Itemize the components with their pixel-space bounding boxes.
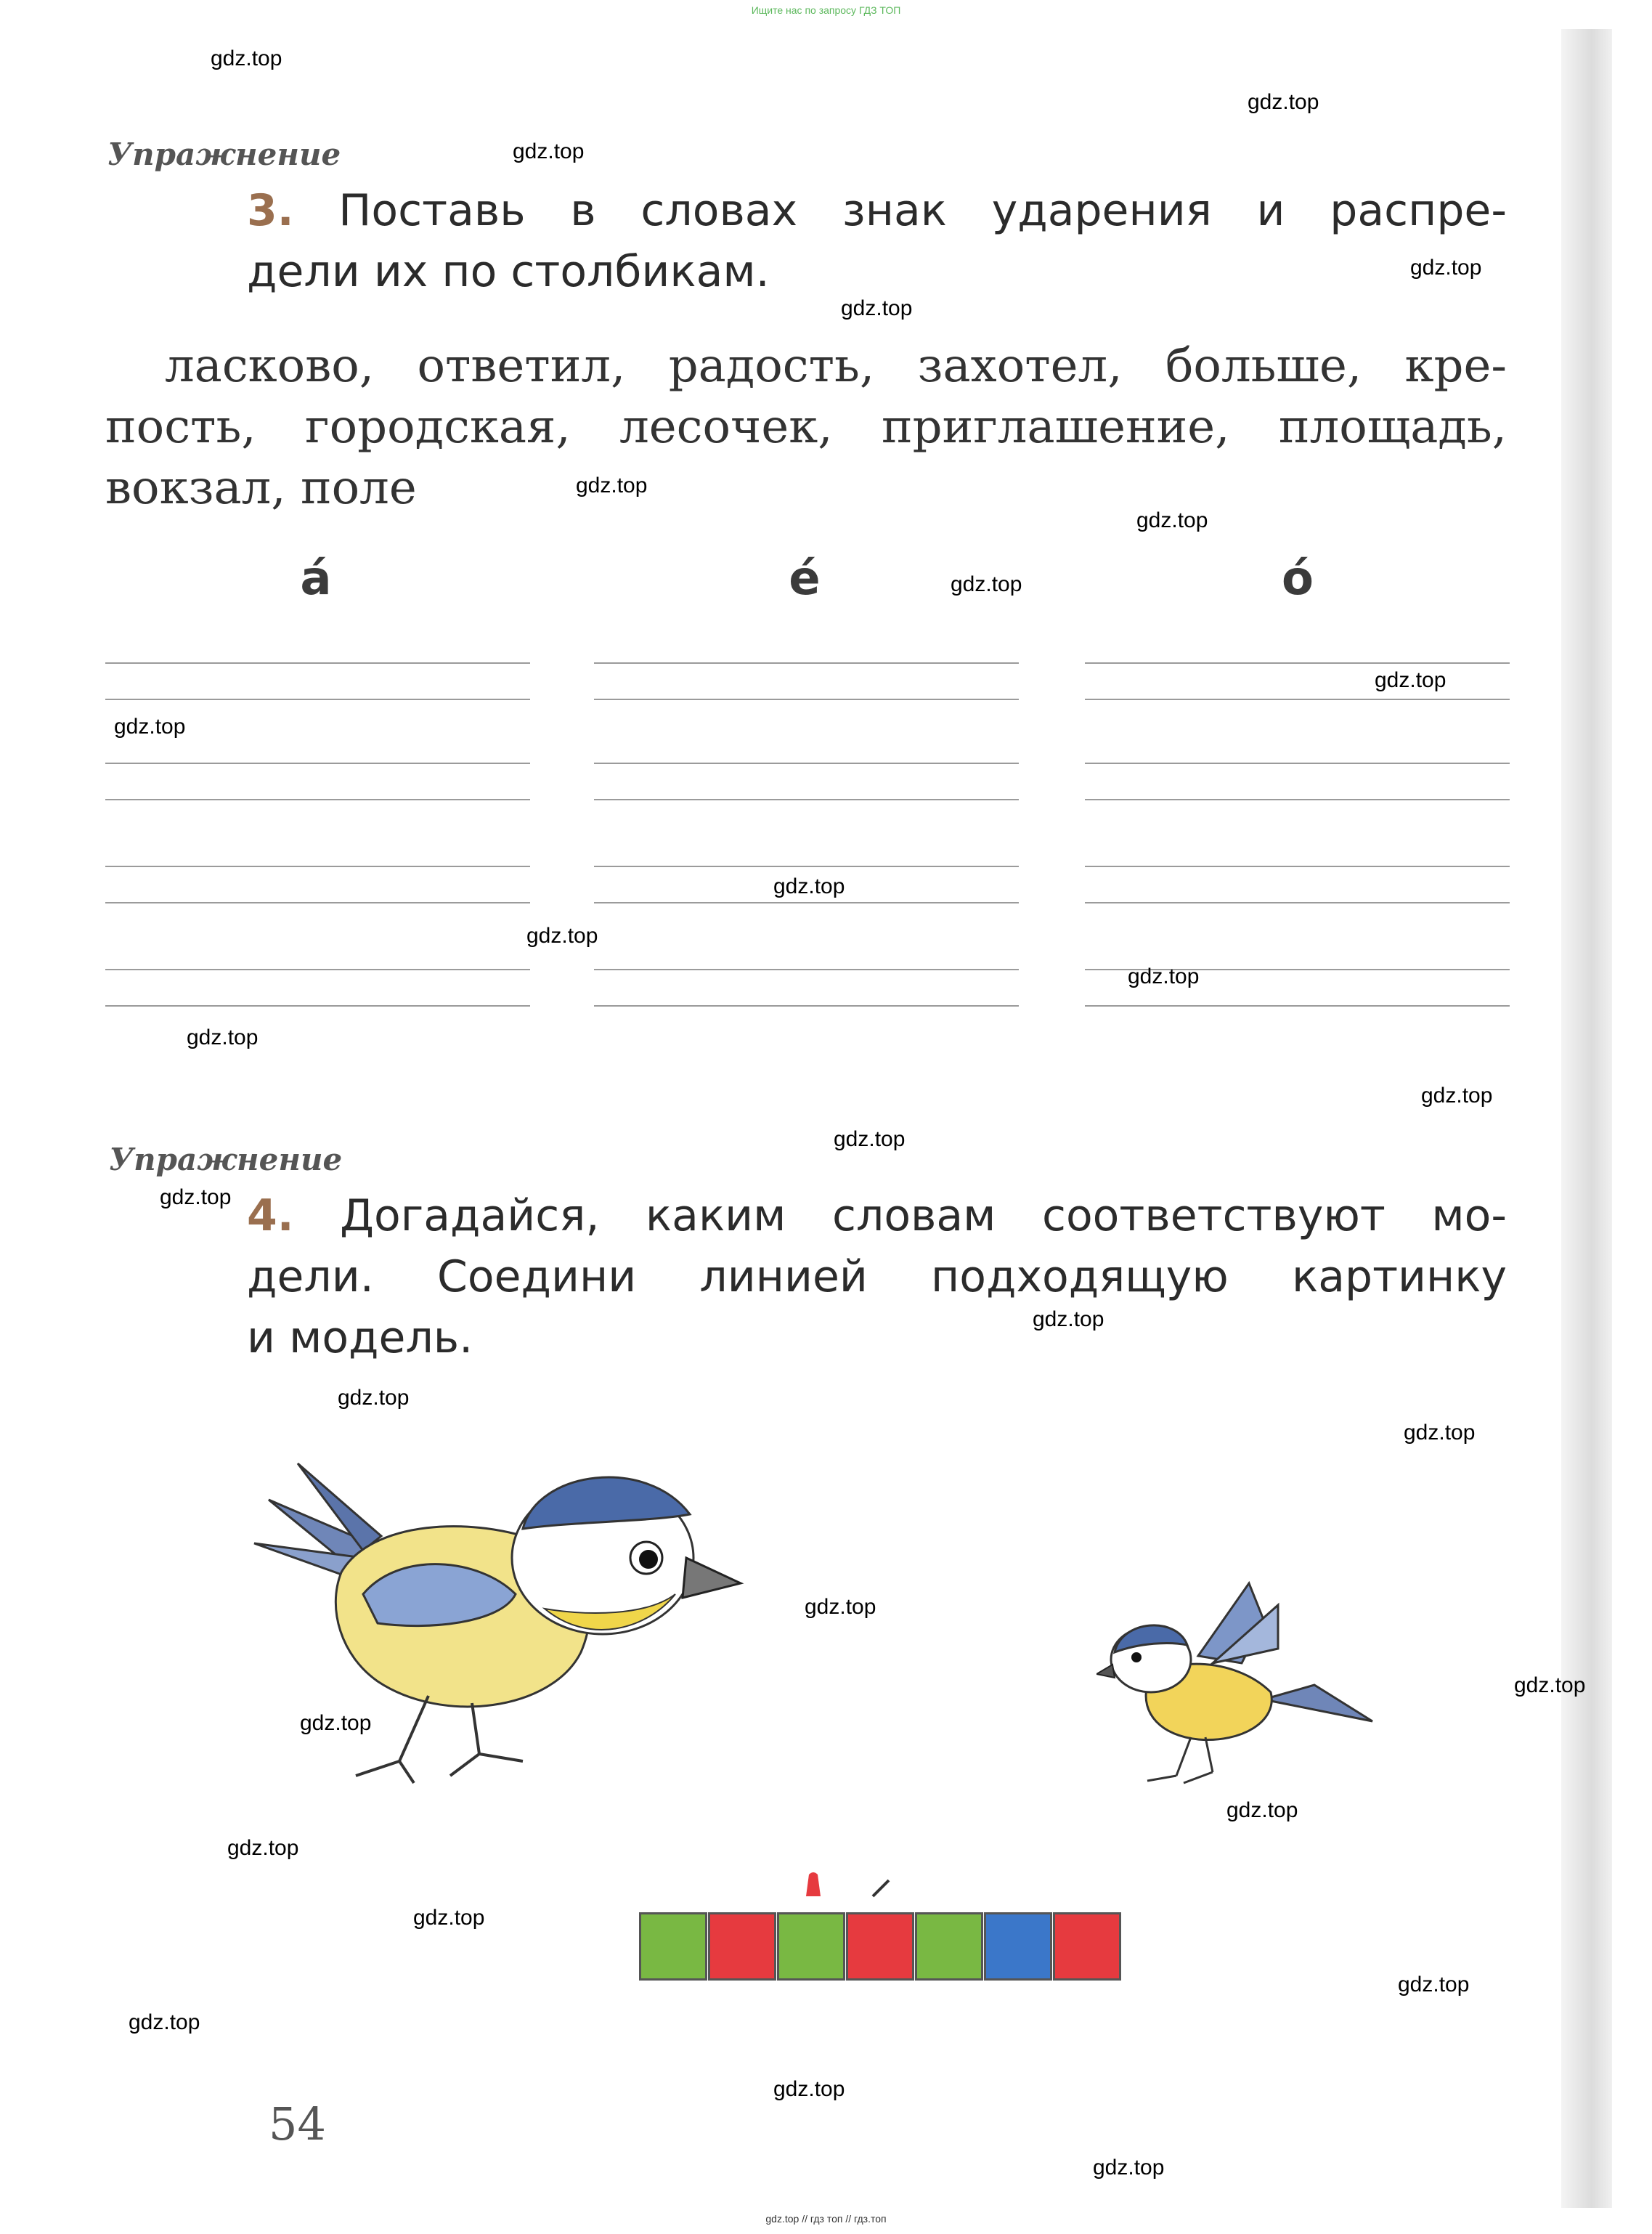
watermark: gdz.top: [114, 715, 186, 739]
answer-line[interactable]: [1085, 1005, 1510, 1007]
answer-line[interactable]: [1085, 662, 1510, 664]
column-o-header: ó: [1282, 552, 1314, 606]
answer-line[interactable]: [1085, 902, 1510, 903]
big-bird-picture[interactable]: [240, 1434, 762, 1812]
answer-line[interactable]: [594, 902, 1019, 903]
watermark: gdz.top: [1128, 964, 1200, 988]
watermark: gdz.top: [1136, 508, 1208, 532]
watermark: gdz.top: [1033, 1307, 1104, 1331]
exercise4-instruction-line2: дели. Соедини линией подходящую картинку: [247, 1251, 1507, 1302]
watermark: gdz.top: [227, 1836, 299, 1860]
exercise4-instruction: [247, 1185, 1507, 1246]
watermark: gdz.top: [841, 296, 913, 320]
exercise3-label: Упражнение: [107, 137, 341, 172]
watermark: gdz.top: [1398, 1973, 1470, 1997]
words-line2: пость, городская, лесочек, приглашение, площадь,: [105, 400, 1507, 454]
small-bird-picture[interactable]: [1096, 1576, 1380, 1794]
watermark: gdz.top: [1375, 668, 1446, 692]
watermark: gdz.top: [834, 1127, 906, 1151]
answer-line[interactable]: [594, 866, 1019, 867]
watermark: gdz.top: [1421, 1084, 1493, 1108]
watermark: gdz.top: [160, 1185, 232, 1209]
model-cell-green: [915, 1912, 983, 1981]
exercise4-number: 4.: [247, 1190, 294, 1241]
stress-mark-icon: [799, 1870, 828, 1899]
exercise3-instruction-line1: Поставь в словах знак ударения и распре-: [338, 185, 1507, 236]
model-cell-red: [708, 1912, 776, 1981]
watermark: gdz.top: [805, 1595, 876, 1619]
watermark: gdz.top: [129, 2010, 200, 2034]
footer-note: gdz.top // гдз топ // гдз.топ: [765, 2213, 887, 2225]
watermark: gdz.top: [1404, 1421, 1476, 1445]
answer-line[interactable]: [105, 699, 530, 700]
answer-line[interactable]: [105, 763, 530, 764]
answer-line[interactable]: [105, 969, 530, 970]
watermark: gdz.top: [1514, 1673, 1586, 1697]
answer-line[interactable]: [105, 662, 530, 664]
watermark: gdz.top: [1226, 1798, 1298, 1822]
answer-line[interactable]: [594, 763, 1019, 764]
answer-line[interactable]: [594, 1005, 1019, 1007]
answer-line[interactable]: [1085, 866, 1510, 867]
words-line3: вокзал, поле: [105, 461, 417, 515]
answer-line[interactable]: [1085, 699, 1510, 700]
watermark: gdz.top: [951, 572, 1022, 596]
words-line1: ласково, ответил, радость, захотел, больше, кре-: [165, 339, 1507, 393]
watermark: gdz.top: [513, 139, 585, 163]
answer-line[interactable]: [1085, 763, 1510, 764]
accent-mark-icon: [870, 1877, 892, 1899]
watermark: gdz.top: [187, 1025, 259, 1049]
watermark: gdz.top: [773, 874, 845, 898]
watermark: gdz.top: [211, 46, 282, 70]
page-binding-shadow: [1561, 29, 1612, 2208]
watermark: gdz.top: [576, 474, 648, 497]
watermark: gdz.top: [1093, 2156, 1165, 2180]
answer-line[interactable]: [594, 799, 1019, 800]
watermark: gdz.top: [300, 1711, 372, 1735]
watermark: gdz.top: [413, 1906, 485, 1930]
answer-line[interactable]: [1085, 799, 1510, 800]
column-e-header: é: [789, 552, 821, 606]
watermark: gdz.top: [526, 924, 598, 948]
answer-line[interactable]: [594, 969, 1019, 970]
answer-line[interactable]: [105, 866, 530, 867]
answer-line[interactable]: [105, 1005, 530, 1007]
answer-line[interactable]: [105, 799, 530, 800]
column-a-header: á: [300, 552, 332, 606]
page-number: 54: [269, 2097, 326, 2150]
exercise4-instruction-line3: и модель.: [247, 1312, 473, 1363]
model-cell-red: [1053, 1912, 1121, 1981]
watermark: gdz.top: [1248, 90, 1319, 114]
exercise3-number: 3.: [247, 185, 294, 236]
exercise3-words: [105, 336, 1507, 519]
exercise3-instruction-line2: дели их по столбикам.: [247, 246, 770, 297]
answer-line[interactable]: [594, 662, 1019, 664]
exercise3-instruction: [247, 180, 1507, 241]
model-cell-red: [846, 1912, 914, 1981]
answer-line[interactable]: [594, 699, 1019, 700]
watermark: gdz.top: [338, 1386, 410, 1410]
header-note: Ищите нас по запросу ГДЗ ТОП: [751, 4, 901, 16]
exercise4-instruction-line1: Догадайся, каким словам соответствуют мо-: [340, 1190, 1507, 1241]
model-cell-blue: [984, 1912, 1052, 1981]
exercise4-label: Упражнение: [109, 1142, 343, 1177]
model-cell-green: [777, 1912, 845, 1981]
model-cell-green: [639, 1912, 707, 1981]
watermark: gdz.top: [773, 2077, 845, 2101]
watermark: gdz.top: [1410, 256, 1482, 280]
answer-line[interactable]: [105, 902, 530, 903]
